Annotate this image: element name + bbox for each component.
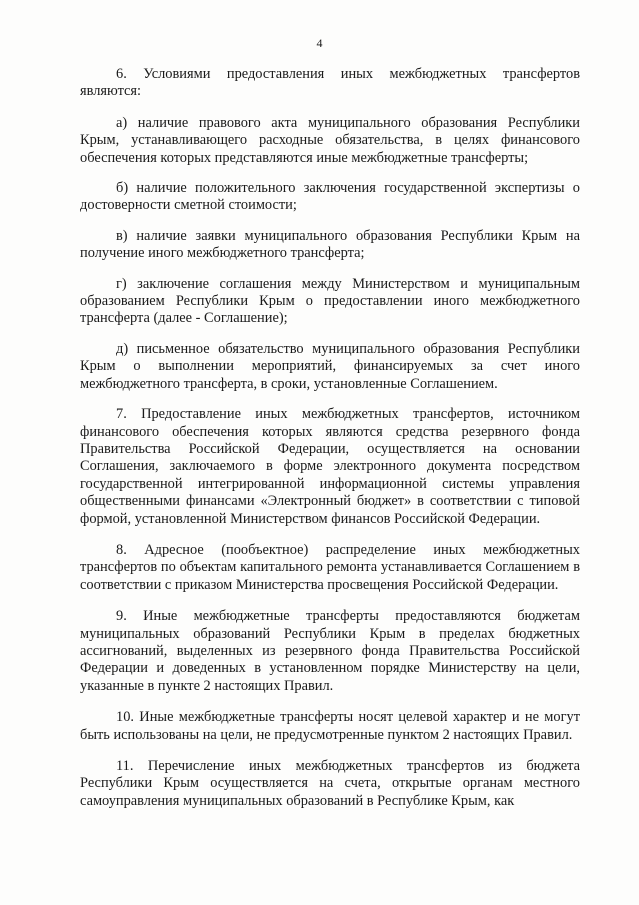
paragraph-7: 7. Предоставление иных межбюджетных трансфертов, источником финансового обеспечения которых являются средства резервного фонда Правительства Российской Федерации, осуществляется на основании Соглашения, заключаемого в форме электронного документа посредством государственной интегрированной информационной системы управления общественными финансами «Электронный бюджет» в соответствии с типовой формой, установленной Министерством финансов Российской Федерации. bbox=[80, 406, 580, 527]
paragraph-6a: а) наличие правового акта муниципального образования Республики Крым, устанавливающего расходные обязательства, в целях финансового обеспечения которых представляются иные межбюджетные трансферты; bbox=[80, 114, 580, 166]
paragraph-6e: д) письменное обязательство муниципального образования Республики Крым о выполнении мероприятий, финансируемых за счет иного межбюджетного трансферта, в сроки, установленные Соглашением. bbox=[80, 340, 580, 392]
paragraph-8: 8. Адресное (пообъектное) распределение иных межбюджетных трансфертов по объектам капитального ремонта устанавливается Соглашением в соответствии с приказом Министерства просвещения Российской Федерации. bbox=[80, 541, 580, 593]
paragraph-6b: б) наличие положительного заключения государственной экспертизы о достоверности сметной стоимости; bbox=[80, 180, 580, 214]
paragraph-6d: г) заключение соглашения между Министерством и муниципальным образованием Республики Крым о предоставлении иного межбюджетного трансферта (далее - Соглашение); bbox=[80, 275, 580, 327]
document-body bbox=[80, 66, 580, 824]
paragraph-6c: в) наличие заявки муниципального образования Республики Крым на получение иного межбюджетного трансферта; bbox=[80, 227, 580, 262]
paragraph-9: 9. Иные межбюджетные трансферты предоставляются бюджетам муниципальных образований Республики Крым в пределах бюджетных ассигнований, выделенных из резервного фонда Правительства Российской Федерации и доведенных в установленном порядке Министерству на цели, указанные в пункте 2 настоящих Правил. bbox=[80, 608, 580, 694]
paragraph-6: 6. Условиями предоставления иных межбюджетных трансфертов являются: bbox=[80, 66, 580, 100]
page-number: 4 bbox=[316, 36, 323, 50]
paragraph-11: 11. Перечисление иных межбюджетных трансфертов из бюджета Республики Крым осуществляется на счета, открытые органам местного самоуправления муниципальных образований в Республике Крым, как bbox=[80, 758, 580, 809]
paragraph-10: 10. Иные межбюджетные трансферты носят целевой характер и не могут быть использованы на цели, не предусмотренные пунктом 2 настоящих Правил. bbox=[80, 709, 580, 743]
